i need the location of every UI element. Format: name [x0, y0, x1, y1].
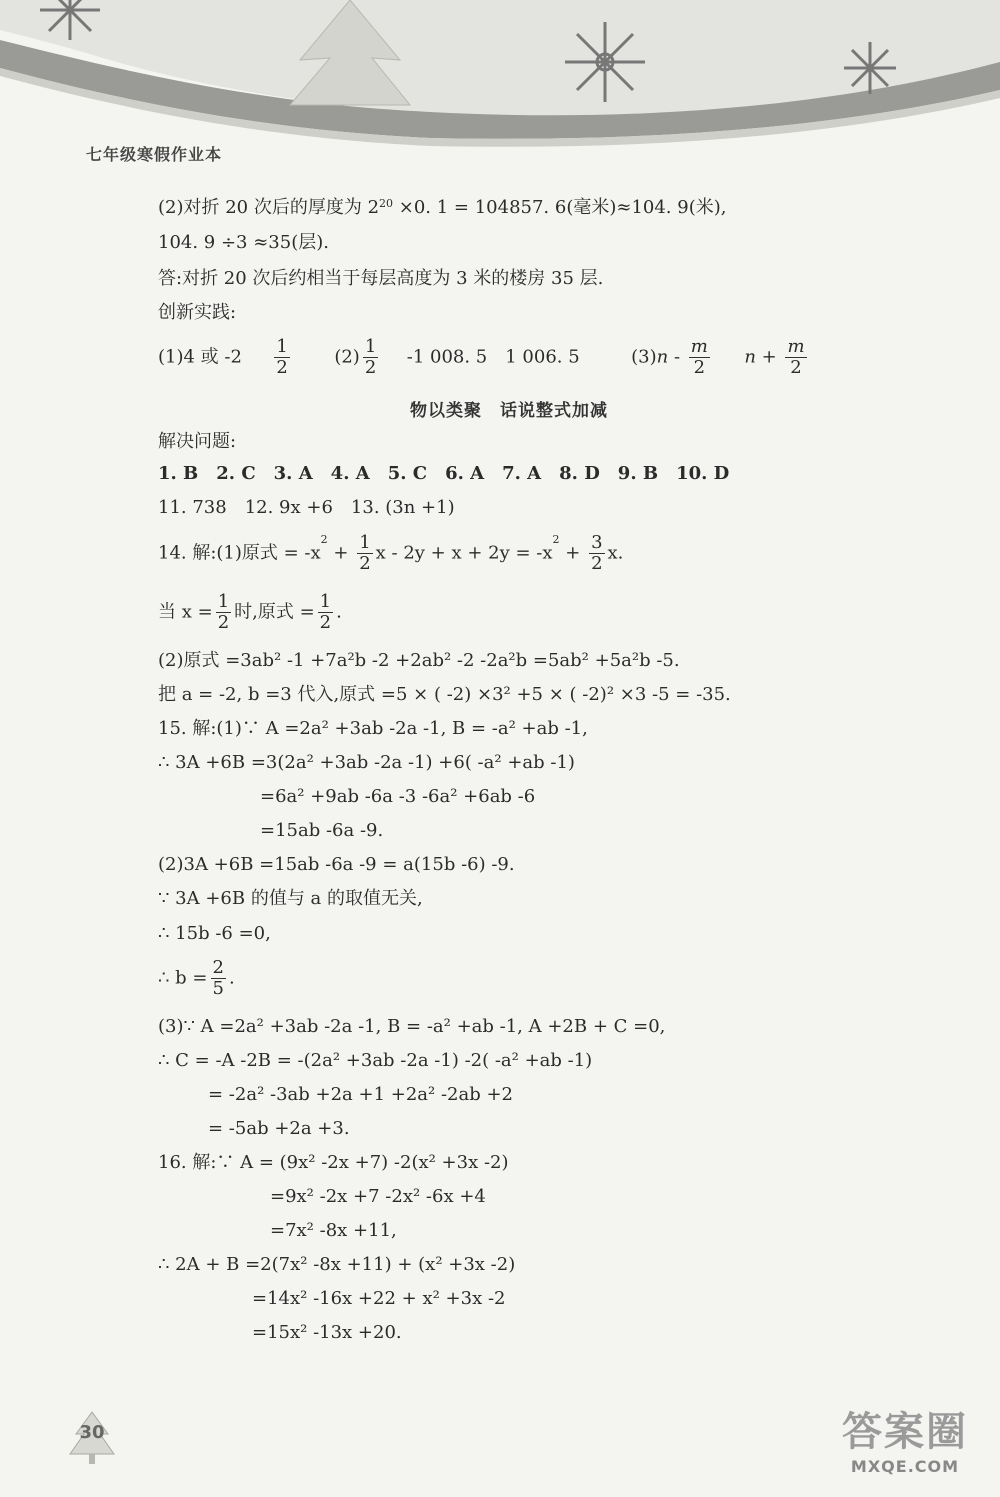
text-line: 把 a = -2, b =3 代入,原式 =5 × ( -2) ×3² +5 × ( -2)² ×3 -5 = -35. [158, 684, 731, 705]
subheading-problems: 解决问题: [158, 431, 237, 452]
text-line: ∴ b = $\frac{2}{5}$ . [158, 957, 235, 999]
watermark-main: 答案圈 [842, 1409, 968, 1455]
watermark-logo [820, 1407, 990, 1487]
page-number: 30 [79, 1422, 105, 1443]
text-line: =15ab -6a -9. [260, 820, 384, 841]
section-title: 物以类聚 话说整式加减 [410, 401, 608, 421]
text-line: ∵ 3A +6B 的值与 a 的取值无关, [158, 888, 423, 909]
watermark-url: MXQE.COM [850, 1457, 960, 1476]
text-line: ∴ C = -A -2B = -(2a² +3ab -2a -1) -2( -a² +ab -1) [158, 1050, 593, 1071]
page-number-badge [62, 1410, 122, 1470]
text-line: = -5ab +2a +3. [208, 1118, 350, 1139]
text-line: 当 x = $\frac{1}{2}$ 时,原式 = $\frac{1}{2}$ . [158, 591, 342, 633]
subheading-innovation: 创新实践: [158, 302, 237, 323]
text-line: 16. 解:∵ A = (9x² -2x +7) -2(x² +3x -2) [158, 1152, 509, 1173]
text-line: 15. 解:(1)∵ A =2a² +3ab -2a -1, B = -a² +ab -1, [158, 718, 588, 739]
text-line: 答:对折 20 次后约相当于每层高度为 3 米的楼房 35 层. [158, 268, 604, 289]
text-line: =9x² -2x +7 -2x² -6x +4 [270, 1186, 486, 1207]
text-line: =14x² -16x +22 + x² +3x -2 [252, 1288, 506, 1309]
text-line: ∴ 2A + B =2(7x² -8x +11) + (x² +3x -2) [158, 1254, 516, 1275]
text-line: (3)∵ A =2a² +3ab -2a -1, B = -a² +ab -1, A +2B + C =0, [158, 1016, 666, 1037]
book-title: 七年级寒假作业本 [86, 145, 223, 164]
text-line: =15x² -13x +20. [252, 1322, 402, 1343]
answers-multiple-choice: 1. B 2. C 3. A 4. A 5. C 6. A 7. A 8. D 9. B 10. D [158, 463, 730, 484]
text-line: 14. 解:(1)原式 = $-x^2$ + $\frac{1}{2}$ $x - 2y + x + 2y = -x^2$ + $\frac{3}{2}$ x. [158, 532, 624, 574]
text-line: (2)原式 =3ab² -1 +7a²b -2 +2ab² -2 -2a²b =5ab² +5a²b -5. [158, 650, 680, 671]
text-line: (2)对折 20 次后的厚度为 $2^{20} \times 0$. 1 = 104857. 6(毫米)≈104. 9(米), [158, 197, 727, 218]
text-line: = -2a² -3ab +2a +1 +2a² -2ab +2 [208, 1084, 514, 1105]
text-line: (2)3A +6B =15ab -6a -9 = a(15b -6) -9. [158, 854, 515, 875]
answers-fill-in: 11. 738 12. 9x +6 13. (3n +1) [158, 497, 455, 518]
text-line: 104. 9 ÷3 ≈35(层). [158, 232, 329, 253]
text-line: (1)4 或 -2 $\frac{1}{2}$ (2) $\frac{1}{2}$ -1 008. 5 1 006. 5 (3)n - $\frac{m}{2}$ n + $\frac{m}{2}$ [158, 336, 805, 378]
text-line: =7x² -8x +11, [270, 1220, 397, 1241]
text-line: =6a² +9ab -6a -3 -6a² +6ab -6 [260, 786, 536, 807]
text-line: ∴ 3A +6B =3(2a² +3ab -2a -1) +6( -a² +ab -1) [158, 752, 575, 773]
text-line: ∴ 15b -6 =0, [158, 923, 271, 944]
